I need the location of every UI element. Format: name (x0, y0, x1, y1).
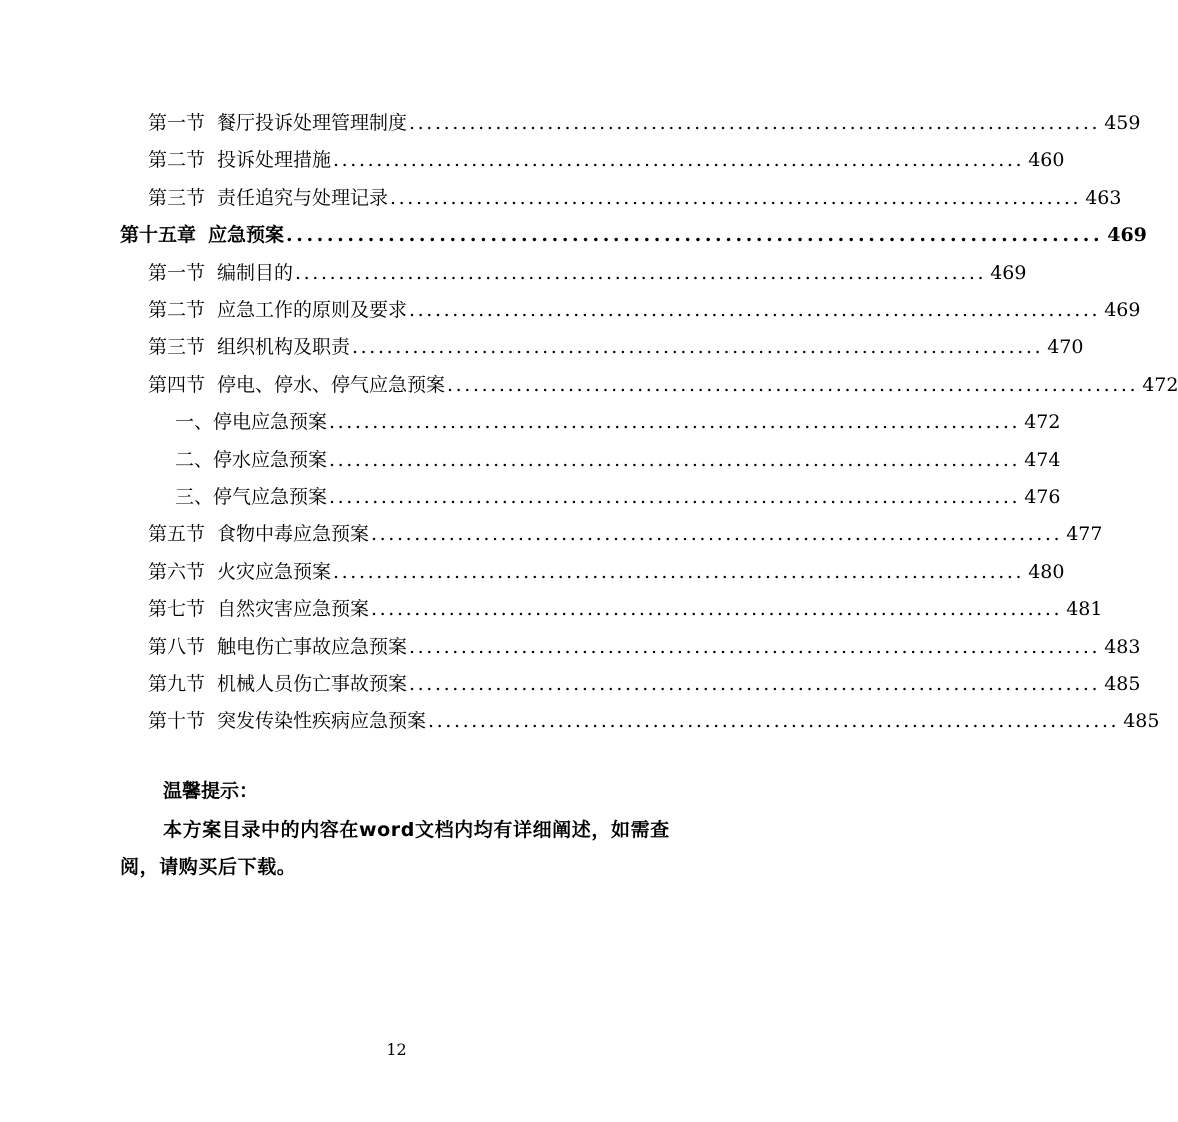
toc-leader-dots: ................................................................................ (329, 448, 1021, 471)
toc-section-number: 第十节 (148, 710, 206, 733)
toc-leader-dots: ................................................................................ (409, 673, 1101, 695)
toc-title: 应急预案 (208, 224, 285, 247)
toc-leader-dots: ................................................................................ (428, 710, 1120, 733)
toc-entry[interactable] (148, 516, 1103, 546)
toc-page-number: 460 (1028, 149, 1065, 172)
toc-page-number: 459 (1104, 112, 1141, 134)
toc-section-number: 第九节 (148, 673, 206, 695)
toc-leader-dots: ................................................................................ (329, 486, 1021, 508)
toc-leader-dots: ................................................................................ (371, 598, 1063, 621)
toc-section-number: 第四节 (148, 373, 206, 396)
toc-page-number: 485 (1104, 673, 1141, 695)
toc-title: 一、停电应急预案 (175, 411, 328, 434)
toc-leader-dots: ................................................................................ (447, 373, 1139, 396)
toc-entry[interactable] (175, 479, 1061, 509)
toc-entry[interactable] (148, 329, 1084, 359)
toc-page-number: 463 (1085, 186, 1122, 209)
toc-leader-dots: ................................................................................ (333, 560, 1025, 583)
toc-entry[interactable] (148, 591, 1103, 621)
toc-chapter-entry[interactable] (120, 217, 1147, 247)
toc-title: 编制目的 (217, 261, 294, 284)
toc-title: 三、停气应急预案 (175, 486, 328, 508)
toc-section-number: 第十五章 (120, 224, 197, 247)
toc-entry[interactable] (148, 703, 1160, 733)
toc-entry[interactable] (148, 666, 1141, 696)
toc-page-number: 469 (990, 261, 1027, 284)
toc-entry[interactable] (148, 292, 1141, 322)
toc-title: 自然灾害应急预案 (217, 598, 370, 621)
toc-section-number: 第五节 (148, 523, 206, 546)
toc-page-number: 469 (1107, 224, 1147, 247)
toc-leader-dots: ................................................................................ (352, 336, 1044, 359)
toc-entry[interactable] (175, 442, 1061, 472)
toc-title: 停电、停水、停气应急预案 (217, 373, 446, 396)
toc-entry[interactable] (175, 404, 1061, 434)
toc-page-number: 470 (1047, 336, 1084, 359)
toc-page-number: 469 (1104, 299, 1141, 321)
toc-entry[interactable] (148, 180, 1122, 210)
page-number: 12 (386, 1040, 407, 1059)
toc-title: 组织机构及职责 (217, 336, 351, 359)
toc-entry[interactable] (148, 367, 1178, 397)
toc-page-number: 485 (1123, 710, 1160, 733)
toc-page-number: 480 (1028, 560, 1065, 583)
toc-section-number: 第六节 (148, 560, 206, 583)
toc-leader-dots: ................................................................................ (333, 149, 1025, 172)
toc-page-number: 477 (1066, 523, 1103, 546)
tip-title: 温馨提示： (163, 780, 259, 802)
toc-leader-dots: ................................................................................ (409, 635, 1101, 658)
toc-section-number: 第二节 (148, 299, 206, 321)
toc-section-number: 第七节 (148, 598, 206, 621)
toc-page-number: 472 (1024, 411, 1061, 434)
toc-leader-dots: ................................................................................ (295, 261, 987, 284)
toc-leader-dots: ................................................................................ (409, 299, 1101, 321)
toc-page-number: 483 (1104, 635, 1141, 658)
toc-entry[interactable] (148, 629, 1141, 659)
toc-section-number: 第一节 (148, 261, 206, 284)
toc-entry[interactable] (148, 105, 1141, 135)
toc-leader-dots: ................................................................................ (390, 186, 1082, 209)
toc-title: 机械人员伤亡事故预案 (217, 673, 408, 695)
toc-title: 应急工作的原则及要求 (217, 299, 408, 321)
toc-leader-dots: ................................................................................ (286, 224, 1104, 247)
toc-leader-dots: ................................................................................ (371, 523, 1063, 546)
toc-section-number: 第三节 (148, 336, 206, 359)
toc-leader-dots: ................................................................................ (409, 112, 1101, 134)
toc-title: 触电伤亡事故应急预案 (217, 635, 408, 658)
toc-entry[interactable] (148, 142, 1065, 172)
toc-page-number: 472 (1142, 373, 1178, 396)
tip-body: 本方案目录中的内容在word文档内均有详细阐述，如需查阅，请购买后下载。 (120, 819, 670, 878)
toc-section-number: 第二节 (148, 149, 206, 172)
toc-section-number: 第八节 (148, 635, 206, 658)
toc-page-number: 476 (1024, 486, 1061, 508)
toc-entry[interactable] (148, 255, 1027, 285)
toc-title: 投诉处理措施 (217, 149, 332, 172)
toc-title: 突发传染性疾病应急预案 (217, 710, 427, 733)
toc-page-number: 474 (1024, 448, 1061, 471)
toc-title: 火灾应急预案 (217, 560, 332, 583)
toc-title: 餐厅投诉处理管理制度 (217, 112, 408, 134)
toc-entry[interactable] (148, 554, 1065, 584)
toc-section-number: 第一节 (148, 112, 206, 134)
toc-title: 责任追究与处理记录 (217, 186, 389, 209)
toc-section-number: 第三节 (148, 186, 206, 209)
toc-title: 二、停水应急预案 (175, 448, 328, 471)
toc-title: 食物中毒应急预案 (217, 523, 370, 546)
toc-leader-dots: ................................................................................ (329, 411, 1021, 434)
toc-page-number: 481 (1066, 598, 1103, 621)
